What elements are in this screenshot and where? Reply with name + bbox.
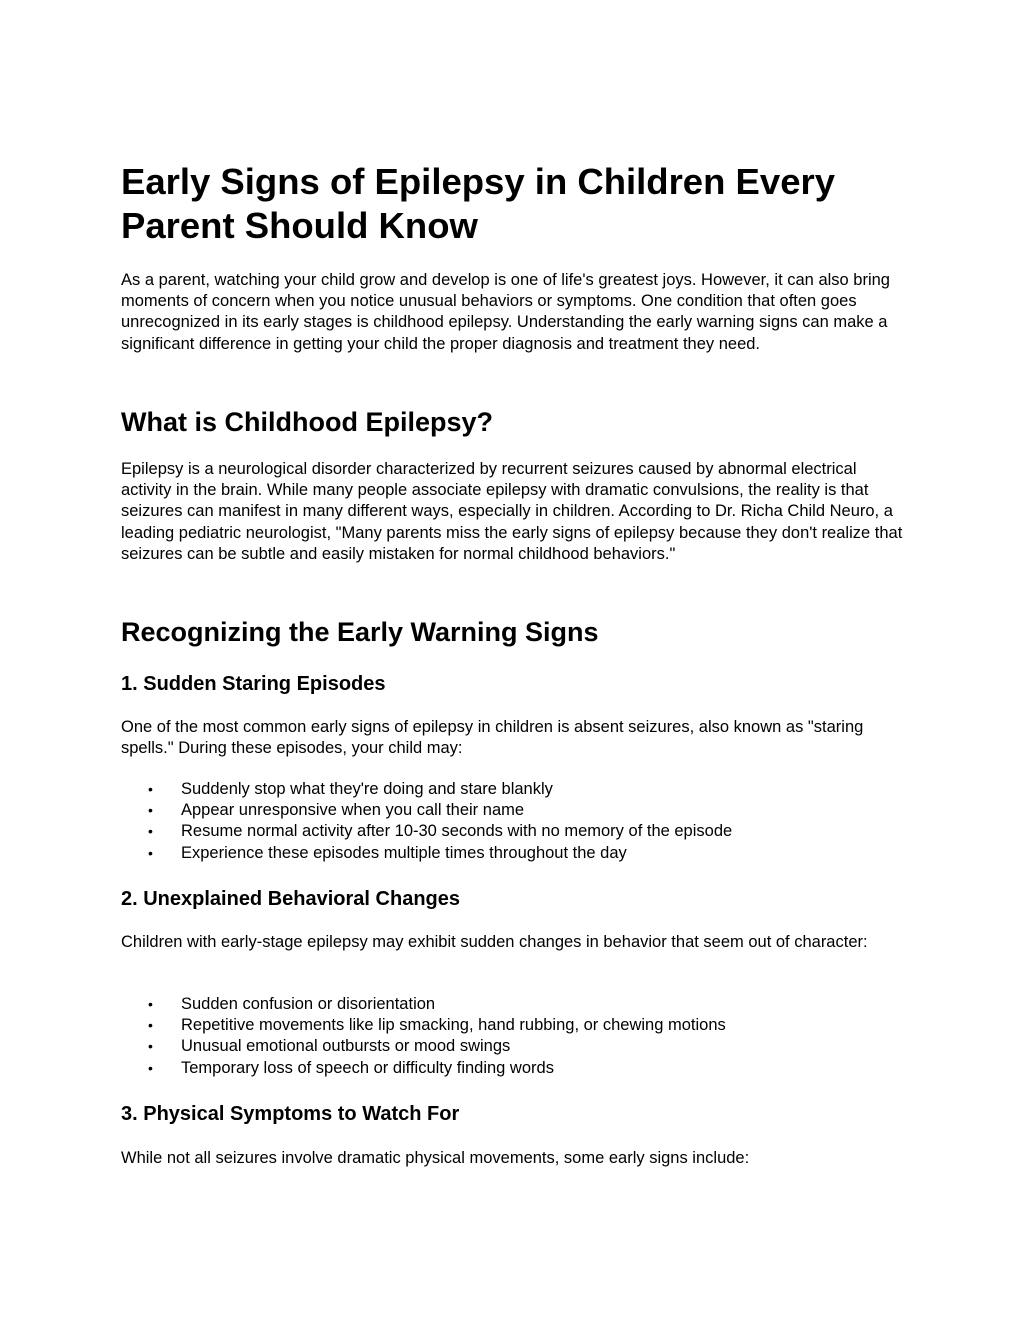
bullet-icon: • — [148, 844, 153, 861]
subsection-heading-staring: 1. Sudden Staring Episodes — [121, 673, 386, 695]
bullet-list-staring — [121, 779, 911, 864]
list-item-text: Repetitive movements like lip smacking, hand rubbing, or chewing motions — [181, 1016, 726, 1035]
list-item — [121, 994, 911, 1015]
bullet-icon: • — [148, 1038, 153, 1055]
list-item — [121, 843, 911, 864]
subsection-paragraph-physical: While not all seizures involve dramatic physical movements, some early signs include: — [121, 1149, 750, 1167]
list-item-text: Temporary loss of speech or difficulty finding words — [181, 1058, 554, 1077]
list-item — [121, 821, 911, 842]
section-paragraph-what-is-epilepsy: Epilepsy is a neurological disorder characterized by recurrent seizures caused by abnormal electrical activity in the brain. While many people associate epilepsy with dramatic convulsions, the reality is that seizures can manifest in many different ways, especially in children. According to Dr. Richa Child Neuro, a leading pediatric neurologist, "Many parents miss the early signs of epilepsy because they don't realize that seizures can be subtle and easily mistaken for normal childhood behaviors." — [121, 460, 903, 563]
bullet-icon: • — [148, 996, 153, 1012]
list-item — [121, 1015, 911, 1036]
bullet-icon: • — [148, 1059, 153, 1076]
section-heading-warning-signs: Recognizing the Early Warning Signs — [121, 617, 599, 647]
list-item — [121, 1058, 911, 1079]
list-item — [121, 800, 911, 821]
list-item — [121, 1036, 911, 1057]
bullet-icon: • — [148, 823, 153, 840]
subsection-paragraph-staring: One of the most common early signs of epilepsy in children is absent seizures, also known as "staring spells." During these episodes, your child may: — [121, 718, 864, 758]
list-item-text: Unusual emotional outbursts or mood swings — [181, 1037, 511, 1056]
section-heading-what-is-epilepsy: What is Childhood Epilepsy? — [121, 407, 494, 437]
subsection-heading-physical: 3. Physical Symptoms to Watch For — [121, 1103, 460, 1125]
subsection-heading-behavioral: 2. Unexplained Behavioral Changes — [121, 888, 460, 910]
list-item-text: Appear unresponsive when you call their name — [181, 801, 525, 820]
list-item-text: Suddenly stop what they're doing and stare blankly — [181, 780, 553, 798]
bullet-icon: • — [148, 802, 153, 819]
list-item — [121, 779, 911, 800]
bullet-list-behavioral — [121, 994, 911, 1079]
subsection-paragraph-behavioral: Children with early-stage epilepsy may exhibit sudden changes in behavior that seem out of character: — [121, 933, 868, 951]
list-item-text: Experience these episodes multiple times throughout the day — [181, 843, 627, 862]
bullet-icon: • — [148, 1017, 153, 1034]
list-item-text: Sudden confusion or disorientation — [181, 995, 436, 1013]
intro-paragraph: As a parent, watching your child grow and develop is one of life's greatest joys. However, it can also bring moments of concern when you notice unusual behaviors or symptoms. One condition that often goes unrecognized in its early stages is childhood epilepsy. Understanding the early warning signs can make a significant difference in getting your child the proper diagnosis and treatment they need. — [121, 271, 890, 353]
page-title: Early Signs of Epilepsy in Children Every Parent Should Know — [121, 161, 835, 246]
list-item-text: Resume normal activity after 10-30 seconds with no memory of the episode — [181, 822, 733, 841]
bullet-icon: • — [148, 781, 153, 797]
